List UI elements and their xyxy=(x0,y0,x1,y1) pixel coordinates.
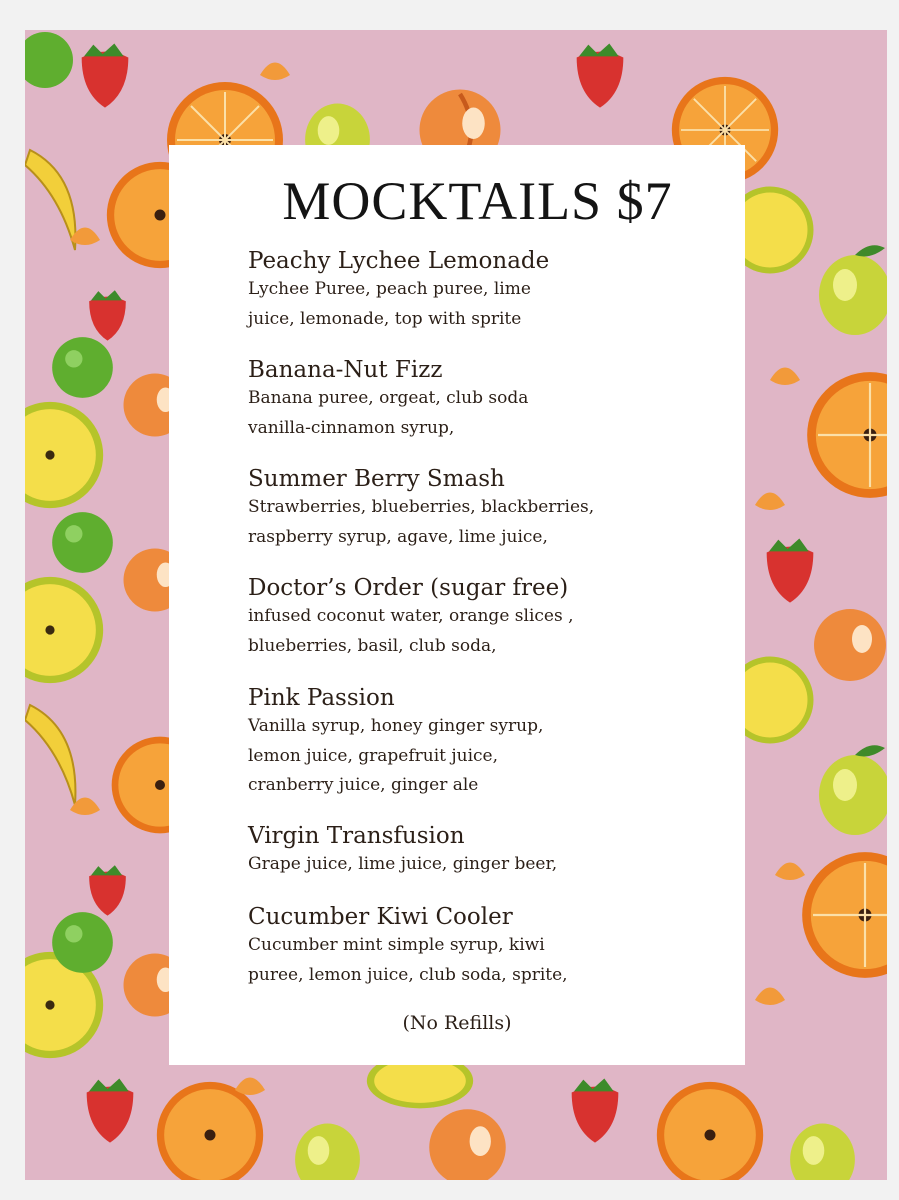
menu-item-description: Cucumber mint simple syrup, kiwi xyxy=(248,935,545,955)
menu-item-peachy-lychee-lemonade xyxy=(248,247,728,334)
menu-item-description: puree, lemon juice, club soda, sprite, xyxy=(248,964,568,985)
menu-item-name: Doctor’s Order (sugar free) xyxy=(248,575,569,601)
menu-item-description: Lychee Puree, peach puree, lime xyxy=(248,279,531,299)
tangerine-segment-icon xyxy=(770,855,810,895)
menu-item-description: blueberries, basil, club soda, xyxy=(248,635,497,656)
menu-item-name: Cucumber Kiwi Cooler xyxy=(248,904,513,930)
tangerine-segment-icon xyxy=(255,55,295,95)
menu-item-description: Banana puree, orgeat, club soda xyxy=(248,388,529,408)
menu-title-text: MOCKTAILS $7 xyxy=(282,171,673,231)
menu-title xyxy=(0,170,899,232)
menu-item-cucumber-kiwi-cooler xyxy=(248,903,728,990)
orange-slice-icon xyxy=(805,370,887,500)
menu-item-pink-passion xyxy=(248,684,728,801)
pear-icon xyxy=(290,1110,365,1180)
menu-item-summer-berry-smash xyxy=(248,465,728,552)
menu-item-description: juice, lemonade, top with sprite xyxy=(248,308,522,329)
strawberry-icon xyxy=(70,40,140,110)
menu-item-name: Pink Passion xyxy=(248,685,395,711)
pear-icon xyxy=(815,240,887,340)
pear-icon xyxy=(785,1110,860,1180)
strawberry-icon xyxy=(80,860,135,920)
menu-item-description: vanilla-cinnamon syrup, xyxy=(248,417,455,438)
tangerine-segment-icon xyxy=(750,485,790,525)
peach-icon xyxy=(425,1105,510,1180)
lime-icon xyxy=(25,30,75,90)
orange-slice-icon xyxy=(655,1080,765,1180)
menu-item-doctors-order xyxy=(248,574,728,661)
menu-item-name: Banana-Nut Fizz xyxy=(248,357,443,383)
pear-icon xyxy=(815,740,887,840)
menu-item-description: lemon juice, grapefruit juice, xyxy=(248,745,499,766)
tangerine-segment-icon xyxy=(65,790,105,830)
menu-item-banana-nut-fizz xyxy=(248,356,728,443)
lemon-slice-icon xyxy=(25,400,105,510)
tangerine-segment-icon xyxy=(765,360,805,400)
menu-item-description: infused coconut water, orange slices , xyxy=(248,606,574,626)
tangerine-segment-icon xyxy=(230,1070,270,1110)
menu-item-name: Summer Berry Smash xyxy=(248,466,505,492)
lemon-slice-icon xyxy=(25,575,105,685)
menu-item-virgin-transfusion xyxy=(248,822,728,880)
orange-slice-icon xyxy=(800,850,887,980)
peach-icon xyxy=(810,605,887,685)
strawberry-icon xyxy=(75,1075,145,1145)
strawberry-icon xyxy=(755,535,825,605)
strawberry-icon xyxy=(560,1075,630,1145)
menu-item-description: cranberry juice, ginger ale xyxy=(248,775,479,795)
lime-icon xyxy=(50,510,115,575)
menu-item-name: Virgin Transfusion xyxy=(248,823,465,849)
strawberry-icon xyxy=(80,285,135,345)
menu-item-description: raspberry syrup, agave, lime juice, xyxy=(248,526,548,547)
no-refills-note: (No Refills) xyxy=(402,1012,512,1034)
tangerine-segment-icon xyxy=(750,980,790,1020)
menu-item-description: Vanilla syrup, honey ginger syrup, xyxy=(248,716,544,736)
menu-item-description: Strawberries, blueberries, blackberries, xyxy=(248,497,595,517)
menu-item-description: Grape juice, lime juice, ginger beer, xyxy=(248,854,558,874)
menu-item-name: Peachy Lychee Lemonade xyxy=(248,248,550,274)
strawberry-icon xyxy=(565,40,635,110)
